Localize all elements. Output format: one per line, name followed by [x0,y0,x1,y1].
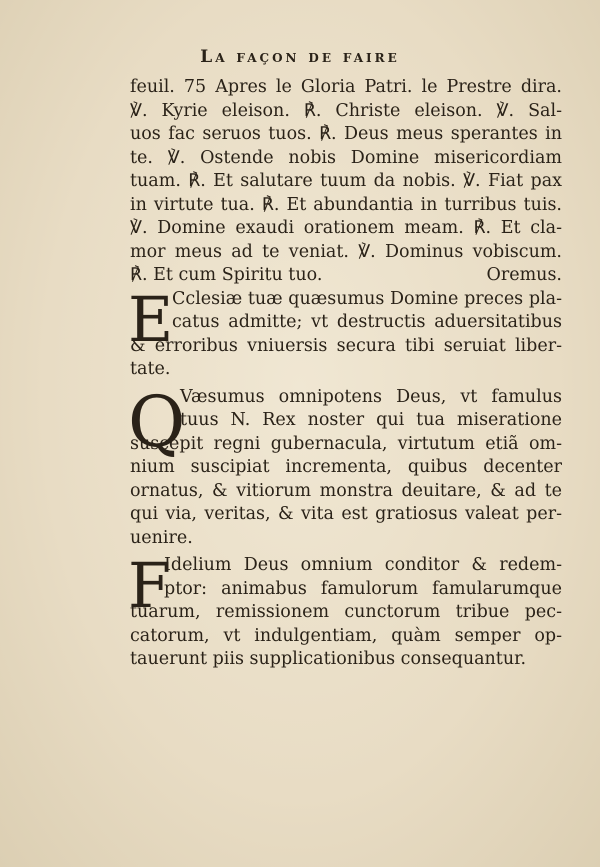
prayer-paragraph-3 [128,549,562,672]
text-line: tauerunt piis supplicationibus consequantur. [130,649,527,669]
oremus-text: Oremus. [486,265,562,285]
text-line: ornatus, & vitiorum monstra deuitare, & ad te [130,480,562,501]
text-line: uos fac seruos tuos. ℟. Deus meus sperantes in [130,124,562,144]
text-line: ℣. Domine exaudi orationem meam. ℟. Et cla- [130,218,562,238]
response-line [130,264,562,288]
drop-cap: Q [128,380,186,463]
text-line: catus admitte; vt destructis aduersitatibus [172,312,562,332]
text-line: feuil. 75 Apres le Gloria Patri. le Prestre dira. [130,77,562,97]
text-line: ℣. Kyrie eleison. ℟. Christe eleison. ℣. Sal- [130,100,562,121]
text-line: Cclesiæ tuæ quæsumus Domine preces pla- [172,288,562,309]
text-line: in virtute tua. ℟. Et abundantia in turribus tuis. [130,194,562,215]
drop-cap: F [128,549,172,622]
text-line: catorum, vt indulgentiam, quàm semper op- [130,625,562,646]
text-line: tuam. ℟. Et salutare tuum da nobis. ℣. Fiat pax [130,171,562,191]
text-line: suscepit regni gubernacula, virtutum etiã om- [130,433,562,454]
text-line: mor meus ad te veniat. ℣. Dominus vobiscum. [130,241,562,262]
text-line: Væsumus omnipotens Deus, vt famulus [180,386,562,407]
text-line: qui via, veritas, & vita est gratiosus valeat per- [130,504,562,524]
text-line: nium suscipiat incrementa, quibus decenter [130,457,562,477]
text-line: tate. [130,359,171,379]
text-line: tuarum, remissionem cunctorum tribue pec- [130,602,562,622]
text-line: tuus N. Rex noster qui tua miseratione [180,410,562,430]
text-line: ptor: animabus famulorum famularumque [164,578,562,599]
prayer-paragraph-1 [128,282,562,382]
running-header: La façon de faire [200,47,400,67]
text-line: uenire. [130,527,193,548]
text-block [130,76,562,672]
text-line: & erroribus vniuersis secura tibi seruiat liber- [130,335,562,356]
prayer-paragraph-2 [128,380,562,551]
response-text: ℟. Et cum Spiritu tuo. [130,265,323,285]
text-line: Idelium Deus omnium conditor & redem- [164,555,562,575]
text-line: te. ℣. Ostende nobis Domine misericordiam [130,147,562,168]
drop-cap: E [128,282,174,356]
